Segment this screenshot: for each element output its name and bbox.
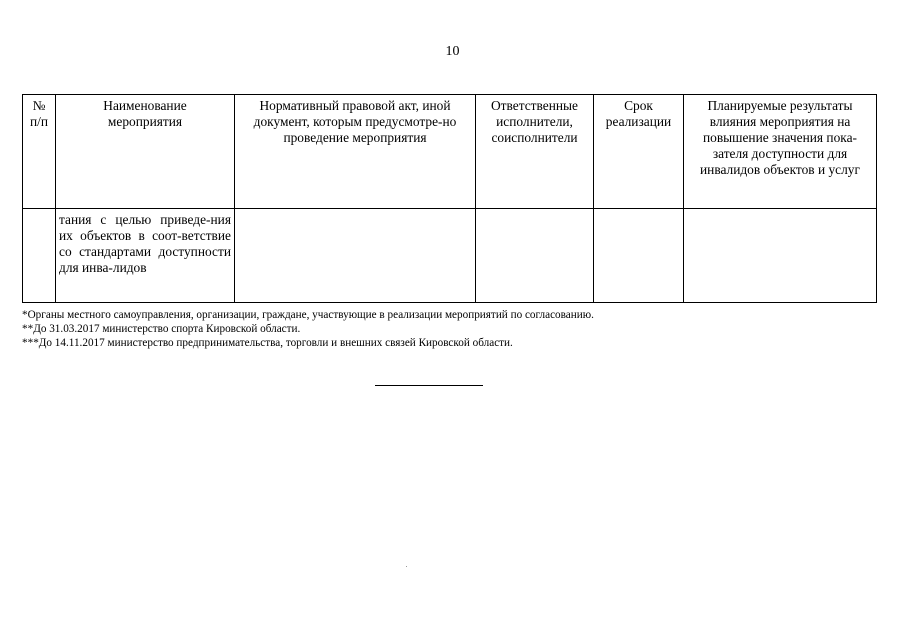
table-row [23,209,877,303]
header-planned-results: Планируемые результаты влияния мероприятия на повышение значения пока-зателя доступности для инвалидов объектов и услуг [684,95,877,209]
page-number: 10 [445,44,460,59]
cell-measure-name: тания с целью приведе-ния их объектов в соот-ветствие со стандартами доступности для инва-лидов [56,209,235,303]
table-header-row [23,95,877,209]
cell-planned-results [684,209,877,303]
footnote-2: **До 31.03.2017 министерство спорта Кировской области. [22,323,301,335]
cell-legal-act [235,209,476,303]
header-deadline: Срок реализации [594,95,684,209]
header-number: № п/п [23,95,56,209]
cell-responsible [476,209,594,303]
cell-deadline [594,209,684,303]
footnotes [22,308,882,350]
footnote-1: *Органы местного самоуправления, организации, граждане, участвующие в реализации мероприятий по согласованию. [22,309,594,321]
measures-table [22,94,877,303]
header-responsible: Ответственные исполнители, соисполнители [476,95,594,209]
cell-number [23,209,56,303]
scan-speck [406,566,407,567]
footnote-3: ***До 14.11.2017 министерство предпринимательства, торговли и внешних связей Кировской области. [22,337,513,349]
header-measure-name: Наименование мероприятия [56,95,235,209]
separator-line [375,385,483,386]
header-legal-act: Нормативный правовой акт, иной документ, которым предусмотре-но проведение мероприятия [235,95,476,209]
